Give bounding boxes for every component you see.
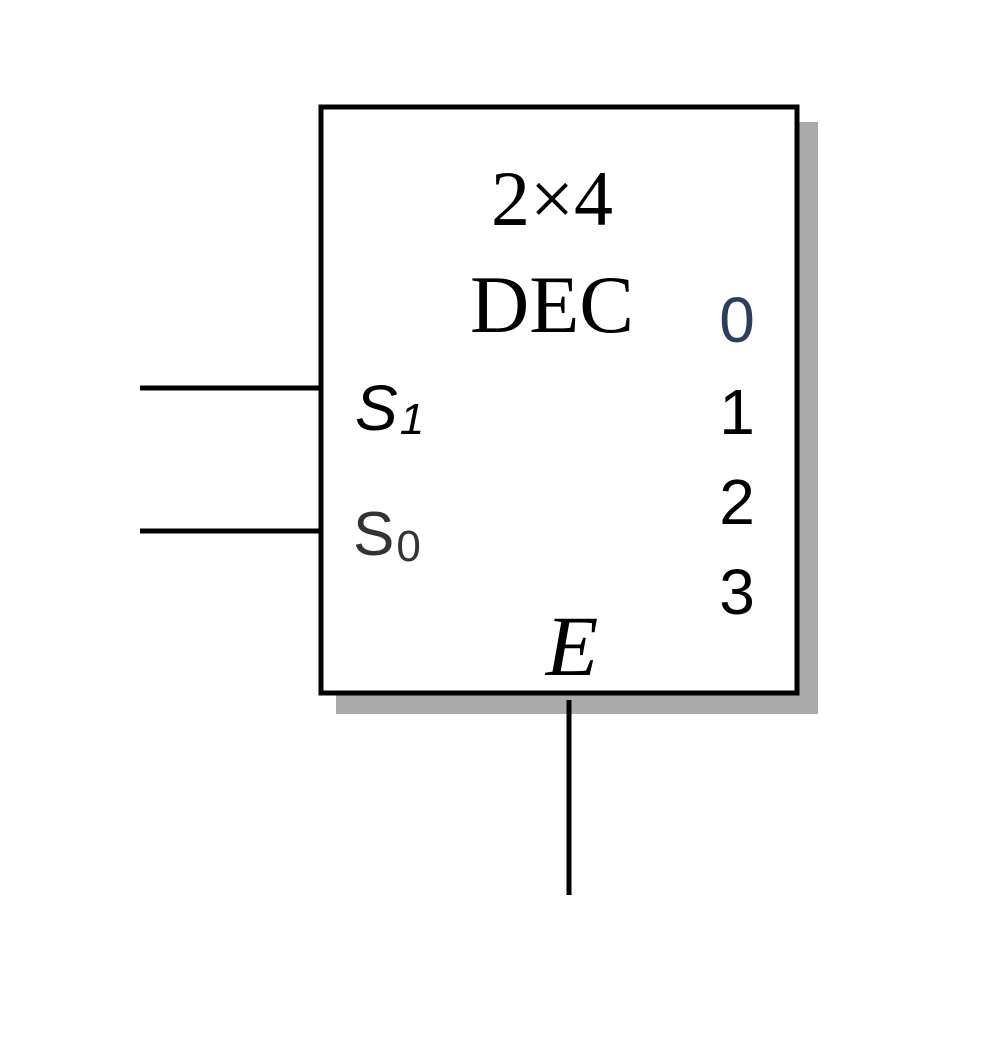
output-label-3: 3 (719, 556, 755, 628)
decoder-size-label: 2×4 (491, 155, 613, 242)
s1-letter: S (355, 372, 398, 444)
s0-letter: S (353, 500, 395, 569)
s1-subscript: 1 (399, 395, 425, 444)
decoder-type-label: DEC (470, 259, 634, 350)
output-label-2: 2 (719, 466, 755, 538)
output-label-0: 0 (719, 284, 755, 356)
s0-subscript: 0 (396, 522, 421, 571)
enable-label: E (545, 598, 599, 694)
output-label-1: 1 (719, 376, 755, 448)
